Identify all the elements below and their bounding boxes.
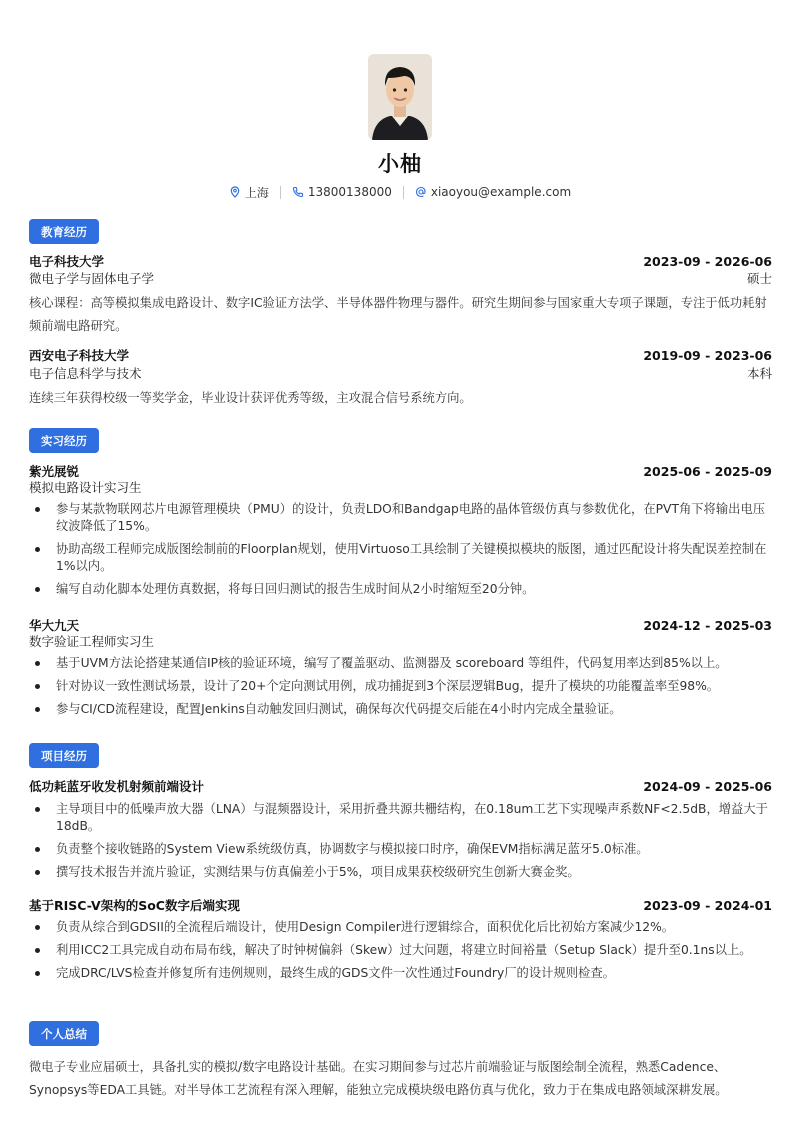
- list-item: 针对协议一致性测试场景，设计了20+个定向测试用例，成功捕捉到3个深层逻辑Bug，提升了模块的功能覆盖率至98%。: [29, 678, 772, 695]
- major: 微电子学与固体电子学: [29, 271, 155, 286]
- section-projects-title: 项目经历: [29, 743, 99, 768]
- list-item: 参与CI/CD流程建设，配置Jenkins自动触发回归测试，确保每次代码提交后能在4小时内完成全量验证。: [29, 701, 772, 718]
- list-item: 负责从综合到GDSII的全流程后端设计，使用Design Compiler进行逻辑综合，面积优化后比初始方案减少12%。: [29, 919, 772, 936]
- school-name: 电子科技大学: [29, 254, 105, 269]
- section-summary-title: 个人总结: [29, 1021, 99, 1046]
- divider: [280, 186, 281, 199]
- location-pin-icon: [229, 186, 241, 198]
- project-entry-1-header: [29, 778, 772, 795]
- phone-text: 13800138000: [307, 185, 392, 199]
- list-item: 协助高级工程师完成版图绘制前的Floorplan规划，使用Virtuoso工具绘制了关键模拟模块的版图，通过匹配设计将失配误差控制在1%以内。: [29, 541, 772, 575]
- education-entry-2-sub: [29, 365, 772, 382]
- company-name: 紫光展锐: [29, 464, 80, 479]
- project-name: 低功耗蓝牙收发机射频前端设计: [29, 779, 205, 794]
- list-item: 撰写技术报告并流片验证，实测结果与仿真偏差小于5%，项目成果获校级研究生创新大赛金奖。: [29, 864, 772, 881]
- job-role: 数字验证工程师实习生: [29, 634, 155, 649]
- degree: 硕士: [746, 271, 772, 286]
- date-range: 2023-09 - 2026-06: [643, 254, 772, 269]
- internship-entry-1-header: [29, 463, 772, 480]
- section-internship-title: 实习经历: [29, 428, 99, 453]
- education-entry-1-desc: 核心课程：高等模拟集成电路设计、数字IC验证方法学、半导体器件物理与器件。研究生期间参与国家重大专项子课题，专注于低功耗射频前端电路研究。: [29, 296, 767, 333]
- project-entry-1-bullets: [29, 801, 772, 887]
- contact-phone: [292, 185, 392, 199]
- project-entry-2-header: [29, 897, 772, 914]
- profile-photo: [368, 54, 432, 140]
- summary-text: 微电子专业应届硕士，具备扎实的模拟/数字电路设计基础。在实习期间参与过芯片前端验证与版图绘制全流程，熟悉Cadence、Synopsys等EDA工具链。对半导体工艺流程有深入理解，能独立完成模块级电路仿真与优化，致力于在集成电路领域深耕发展。: [29, 1060, 728, 1097]
- list-item: 基于UVM方法论搭建某通信IP核的验证环境，编写了覆盖驱动、监测器及 scoreboard 等组件，代码复用率达到85%以上。: [29, 655, 772, 672]
- date-range: 2024-09 - 2025-06: [643, 779, 772, 794]
- major: 电子信息科学与技术: [29, 366, 142, 381]
- phone-icon: [292, 186, 304, 198]
- project-name: 基于RISC-V架构的SoC数字后端实现: [29, 898, 240, 913]
- internship-entry-1-bullets: [29, 501, 772, 604]
- contact-location: [229, 184, 269, 201]
- project-entry-2-bullets: [29, 919, 772, 988]
- job-role: 模拟电路设计实习生: [29, 480, 142, 495]
- list-item: 编写自动化脚本处理仿真数据，将每日回归测试的报告生成时间从2小时缩短至20分钟。: [29, 581, 772, 598]
- email-text: xiaoyou@example.com: [430, 185, 572, 199]
- list-item: 利用ICC2工具完成自动布局布线，解决了时钟树偏斜（Skew）过大问题，将建立时间裕量（Setup Slack）提升至0.1ns以上。: [29, 942, 772, 959]
- section-education-title: 教育经历: [29, 219, 99, 244]
- at-sign-icon: [415, 186, 427, 198]
- location-text: 上海: [244, 185, 269, 200]
- education-entry-2-desc: 连续三年获得校级一等奖学金，毕业设计获评优秀等级，主攻混合信号系统方向。: [29, 391, 472, 405]
- date-range: 2019-09 - 2023-06: [643, 348, 772, 363]
- list-item: 完成DRC/LVS检查并修复所有违例规则，最终生成的GDS文件一次性通过Foundry厂的设计规则检查。: [29, 965, 772, 982]
- school-name: 西安电子科技大学: [29, 348, 130, 363]
- candidate-name: 小柚: [378, 152, 422, 176]
- date-range: 2024-12 - 2025-03: [643, 618, 772, 633]
- education-entry-1-sub: [29, 270, 772, 287]
- date-range: 2023-09 - 2024-01: [643, 898, 772, 913]
- internship-entry-2-bullets: [29, 655, 772, 724]
- education-entry-2-header: [29, 347, 772, 364]
- list-item: 负责整个接收链路的System View系统级仿真，协调数字与模拟接口时序，确保EVM指标满足蓝牙5.0标准。: [29, 841, 772, 858]
- internship-entry-2-header: [29, 617, 772, 634]
- date-range: 2025-06 - 2025-09: [643, 464, 772, 479]
- degree: 本科: [746, 366, 772, 381]
- contact-bar: [0, 183, 800, 201]
- contact-email: [415, 185, 571, 199]
- education-entry-1-header: [29, 253, 772, 270]
- list-item: 参与某款物联网芯片电源管理模块（PMU）的设计，负责LDO和Bandgap电路的晶体管级仿真与参数优化，在PVT角下将输出电压纹波降低了15%。: [29, 501, 772, 535]
- list-item: 主导项目中的低噪声放大器（LNA）与混频器设计，采用折叠共源共栅结构，在0.18um工艺下实现噪声系数NF<2.5dB，增益大于18dB。: [29, 801, 772, 835]
- company-name: 华大九天: [29, 618, 80, 633]
- divider: [403, 186, 404, 199]
